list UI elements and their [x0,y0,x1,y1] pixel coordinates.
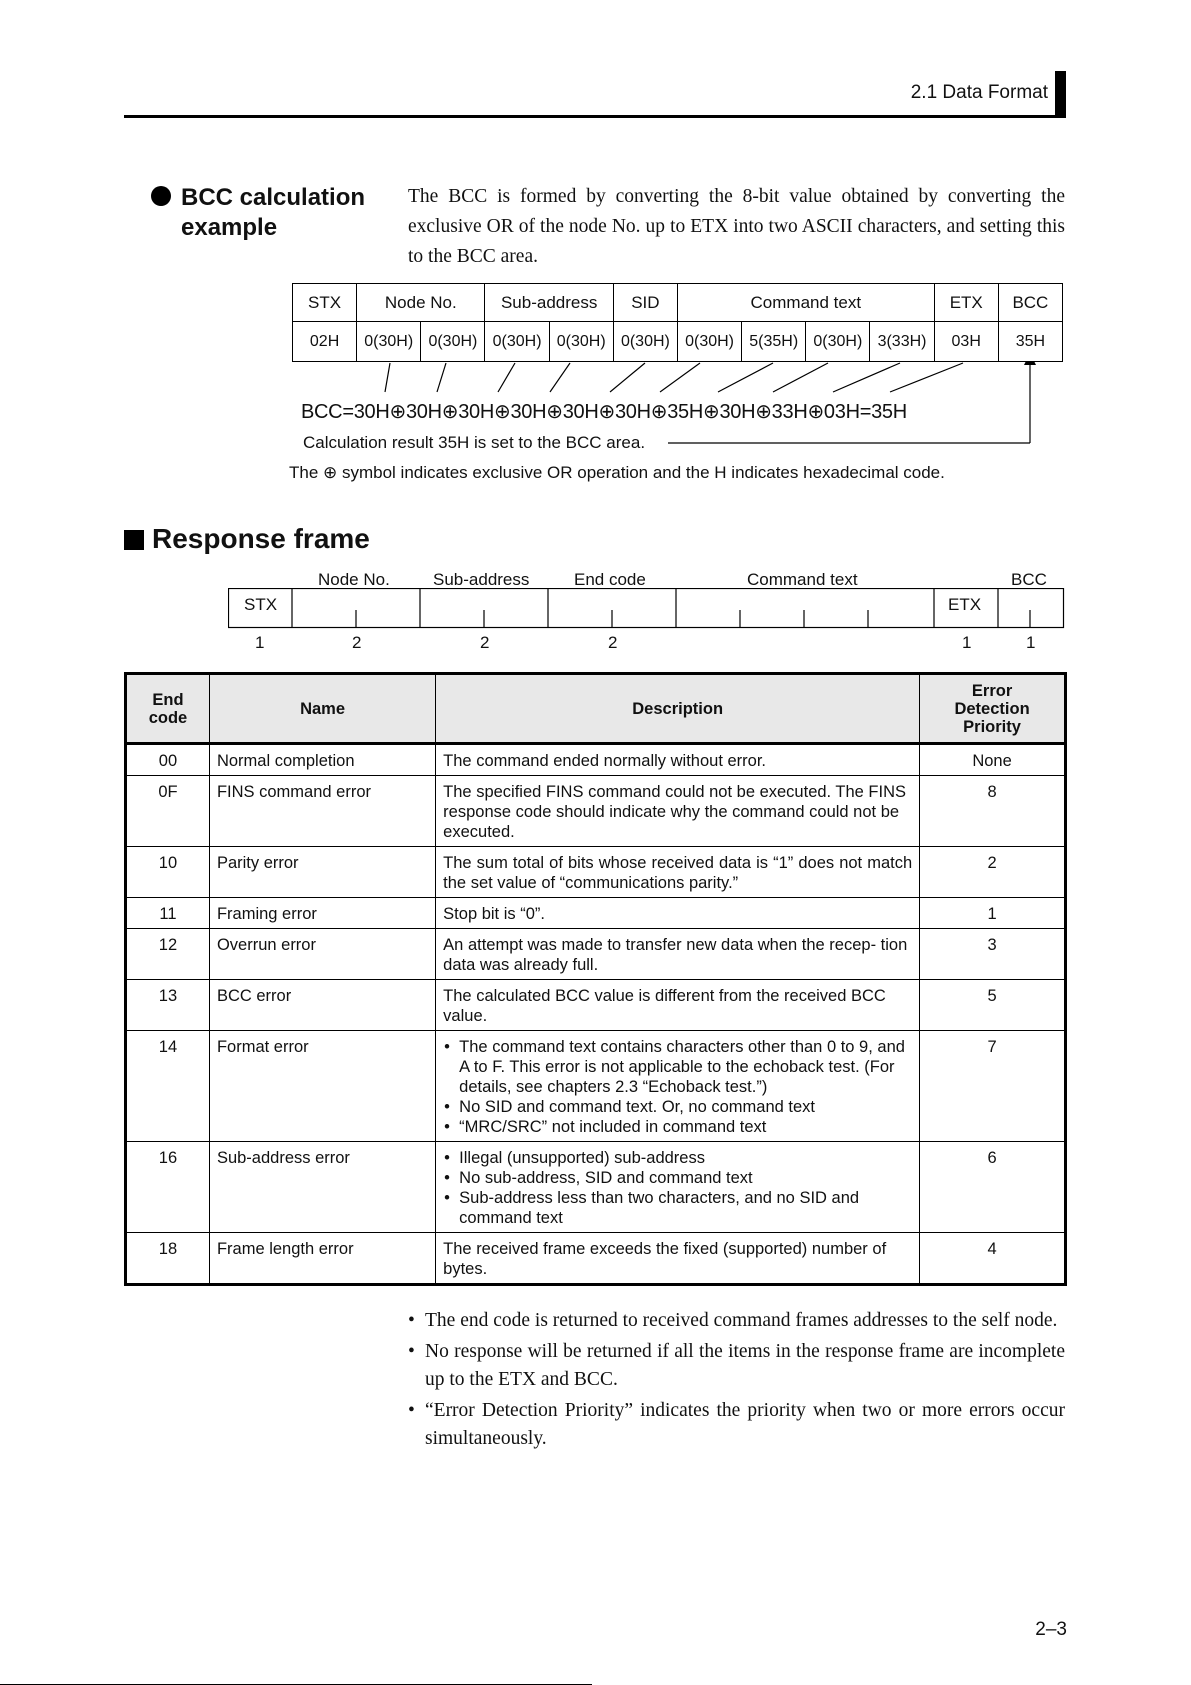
name-cell: FINS command error [209,776,435,847]
table-row [126,744,1066,776]
description-bullet: • “MRC/SRC” not included in command text [459,1117,912,1137]
col-header-end-code: End code [126,674,210,744]
connector-line [773,363,828,392]
name-cell: Frame length error [209,1233,435,1285]
description-cell: An attempt was made to transfer new data when the recep- tion data was already full. [436,929,920,980]
frame-header-stx: STX [293,284,357,322]
end-code-cell: 10 [126,847,210,898]
table-row [126,1031,1066,1142]
description-bullet: • The command text contains characters other than 0 to 9, and A to F. This error is not applicable to the echoback test. (For details, see chapters 2.3 “Echoback test.”) [459,1037,912,1097]
description-bullet: • No sub-address, SID and command text [459,1168,912,1188]
note-item: • No response will be returned if all the items in the response frame are incomplete up to the ETX and BCC. [408,1338,1065,1394]
bcc-heading-line2: example [181,214,278,241]
label-bcc: BCC [1011,570,1047,589]
arrow-head-icon [1024,362,1036,365]
name-cell: Sub-address error [209,1142,435,1233]
frame-header-etx: ETX [934,284,998,322]
table-row [126,776,1066,847]
connector-line [498,363,515,392]
response-frame-box [229,589,1064,628]
description-cell: The sum total of bits whose received data is “1” does not match the set value of “communications parity.” [436,847,920,898]
connector-line [437,363,446,392]
description-cell [436,1031,920,1142]
name-cell: Format error [209,1031,435,1142]
frame-value: 0(30H) [806,322,870,362]
xor-symbol-note: The ⊕ symbol indicates exclusive OR operation and the H indicates hexadecimal code. [289,463,945,482]
connector-line [610,363,645,392]
col-header-priority: Error Detection Priority [920,674,1066,744]
connector-line [385,363,390,392]
connector-line [833,363,900,392]
table-row [126,1233,1066,1285]
page-number: 2–3 [1035,1619,1067,1640]
frame-header-bcc: BCC [998,284,1062,322]
name-cell: Framing error [209,898,435,929]
priority-cell: 7 [920,1031,1066,1142]
priority-cell: 6 [920,1142,1066,1233]
end-code-cell: 11 [126,898,210,929]
bcc-heading-line1: BCC calculation [181,184,366,211]
description-cell: Stop bit is “0”. [436,898,920,929]
note-item: • The end code is returned to received command frames addresses to the self node. [408,1307,1065,1335]
priority-cell: 3 [920,929,1066,980]
frame-value: 0(30H) [613,322,677,362]
description-cell: The received frame exceeds the fixed (supported) number of bytes. [436,1233,920,1285]
label-sub-address: Sub-address [433,570,530,589]
name-cell: Normal completion [209,744,435,776]
frame-header-sid: SID [613,284,677,322]
table-row [126,847,1066,898]
end-code-cell: 16 [126,1142,210,1233]
frame-value: 35H [998,322,1062,362]
connector-line [718,363,773,392]
name-cell: Parity error [209,847,435,898]
table-row [126,929,1066,980]
name-cell: Overrun error [209,929,435,980]
response-etx-label: ETX [948,595,982,614]
label-command-text: Command text [747,570,858,589]
bcc-formula: BCC=30H⊕30H⊕30H⊕30H⊕30H⊕30H⊕35H⊕30H⊕33H⊕03H=35H [301,401,907,423]
end-code-table [124,672,1067,1286]
end-code-cell: 12 [126,929,210,980]
header-rule [124,115,1066,118]
frame-value: 0(30H) [549,322,613,362]
calc-result-note: Calculation result 35H is set to the BCC area. [303,433,646,452]
description-bullet: • Sub-address less than two characters, and no SID and command text [459,1188,912,1228]
priority-cell: 2 [920,847,1066,898]
description-bullet: • Illegal (unsupported) sub-address [459,1148,912,1168]
count-node-no: 2 [352,633,362,652]
connector-line [660,363,700,392]
priority-cell: 5 [920,980,1066,1031]
description-cell: The calculated BCC value is different from the received BCC value. [436,980,920,1031]
priority-cell: 8 [920,776,1066,847]
frame-value: 3(33H) [870,322,934,362]
response-stx-label: STX [244,595,278,614]
priority-cell: 4 [920,1233,1066,1285]
frame-value: 0(30H) [677,322,741,362]
response-frame-diagram [228,588,1066,630]
frame-header-node-no: Node No. [357,284,485,322]
description-cell [436,1142,920,1233]
frame-value: 0(30H) [357,322,421,362]
label-end-code: End code [574,570,646,589]
section-header: 2.1 Data Format [910,82,1048,103]
frame-value: 02H [293,322,357,362]
frame-value: 0(30H) [485,322,549,362]
name-cell: BCC error [209,980,435,1031]
bcc-example-heading [181,183,365,243]
end-code-cell: 00 [126,744,210,776]
header-tab-marker [1055,71,1066,117]
count-etx: 1 [962,633,972,652]
description-cell: The command ended normally without error. [436,744,920,776]
description-bullet-list [443,1037,912,1137]
description-cell: The specified FINS command could not be executed. The FINS response code should indicate why the command could not be executed. [436,776,920,847]
table-row [126,898,1066,929]
label-node-no: Node No. [318,570,390,589]
description-bullet: • No SID and command text. Or, no command text [459,1097,912,1117]
response-frame-heading: Response frame [152,523,370,554]
table-row [126,1142,1066,1233]
circle-bullet-icon [151,186,171,206]
frame-header-command-text: Command text [677,284,934,322]
col-header-name: Name [209,674,435,744]
end-code-cell: 13 [126,980,210,1031]
description-bullet-list [443,1148,912,1228]
end-code-cell: 14 [126,1031,210,1142]
connector-line [550,363,570,392]
frame-value: 0(30H) [421,322,485,362]
bcc-paragraph: The BCC is formed by converting the 8-bit value obtained by converting the exclusive OR of the node No. up to ETX into two ASCII characters, and setting this to the BCC area. [408,186,1065,267]
frame-header-sub-address: Sub-address [485,284,613,322]
bcc-frame-table [292,283,1063,362]
frame-value: 03H [934,322,998,362]
end-code-cell: 0F [126,776,210,847]
col-header-description: Description [436,674,920,744]
priority-cell: None [920,744,1066,776]
frame-value: 5(35H) [742,322,806,362]
count-bcc: 1 [1026,633,1036,652]
table-row [126,980,1066,1031]
count-end-code: 2 [608,633,618,652]
count-stx: 1 [255,633,265,652]
notes-list [408,1307,1065,1456]
connector-line [890,363,963,392]
square-bullet-icon [124,530,144,550]
priority-cell: 1 [920,898,1066,929]
note-item: • “Error Detection Priority” indicates the priority when two or more errors occur simultaneously. [408,1397,1065,1453]
count-sub-address: 2 [480,633,490,652]
end-code-cell: 18 [126,1233,210,1285]
